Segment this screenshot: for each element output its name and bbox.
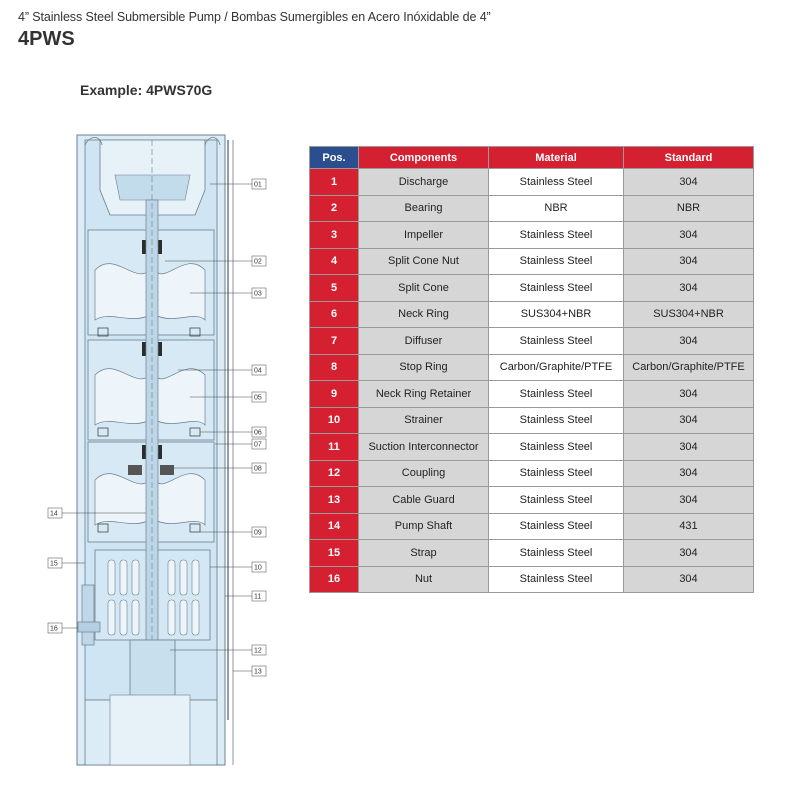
row-material: Stainless Steel bbox=[489, 407, 624, 434]
row-pos: 11 bbox=[310, 434, 359, 461]
table-row bbox=[310, 513, 754, 540]
row-component: Bearing bbox=[359, 195, 489, 222]
row-material: Stainless Steel bbox=[489, 513, 624, 540]
row-pos: 9 bbox=[310, 381, 359, 408]
header-material: Material bbox=[489, 147, 624, 169]
row-material: Stainless Steel bbox=[489, 275, 624, 302]
row-material: Stainless Steel bbox=[489, 328, 624, 355]
callout-01: 01 bbox=[254, 181, 262, 189]
row-material: NBR bbox=[489, 195, 624, 222]
row-standard: 304 bbox=[624, 328, 754, 355]
row-pos: 13 bbox=[310, 487, 359, 514]
callout-06: 06 bbox=[254, 429, 262, 437]
row-pos: 14 bbox=[310, 513, 359, 540]
row-standard: 304 bbox=[624, 487, 754, 514]
row-material: Stainless Steel bbox=[489, 566, 624, 593]
pump-body bbox=[77, 135, 233, 765]
callout-11: 11 bbox=[254, 593, 262, 601]
callout-09: 09 bbox=[254, 529, 262, 537]
row-pos: 16 bbox=[310, 566, 359, 593]
row-standard: 304 bbox=[624, 169, 754, 196]
model-title: 4PWS bbox=[18, 28, 75, 50]
table-header-row bbox=[310, 147, 754, 169]
row-component: Split Cone Nut bbox=[359, 248, 489, 275]
header-pos: Pos. bbox=[310, 147, 359, 169]
row-material: Carbon/Graphite/PTFE bbox=[489, 354, 624, 381]
row-component: Strainer bbox=[359, 407, 489, 434]
table-row bbox=[310, 487, 754, 514]
row-component: Diffuser bbox=[359, 328, 489, 355]
callout-04: 04 bbox=[254, 367, 262, 375]
header-components: Components bbox=[359, 147, 489, 169]
row-pos: 2 bbox=[310, 195, 359, 222]
row-component: Split Cone bbox=[359, 275, 489, 302]
document-subtitle: 4” Stainless Steel Submersible Pump / Bombas Sumergibles en Acero Inóxidable de 4” bbox=[18, 10, 491, 24]
row-pos: 15 bbox=[310, 540, 359, 567]
table-row bbox=[310, 434, 754, 461]
row-component: Impeller bbox=[359, 222, 489, 249]
row-component: Coupling bbox=[359, 460, 489, 487]
row-material: Stainless Steel bbox=[489, 169, 624, 196]
callout-07: 07 bbox=[254, 441, 262, 449]
row-standard: 431 bbox=[624, 513, 754, 540]
table-row bbox=[310, 540, 754, 567]
table-row bbox=[310, 328, 754, 355]
table-row bbox=[310, 407, 754, 434]
header-standard: Standard bbox=[624, 147, 754, 169]
row-component: Cable Guard bbox=[359, 487, 489, 514]
row-component: Neck Ring bbox=[359, 301, 489, 328]
callout-08: 08 bbox=[254, 465, 262, 473]
row-standard: 304 bbox=[624, 275, 754, 302]
row-pos: 5 bbox=[310, 275, 359, 302]
callout-16: 16 bbox=[50, 625, 58, 633]
row-standard: NBR bbox=[624, 195, 754, 222]
row-material: Stainless Steel bbox=[489, 381, 624, 408]
row-standard: 304 bbox=[624, 248, 754, 275]
row-component: Strap bbox=[359, 540, 489, 567]
row-material: SUS304+NBR bbox=[489, 301, 624, 328]
row-pos: 10 bbox=[310, 407, 359, 434]
callout-13: 13 bbox=[254, 668, 262, 676]
callout-03: 03 bbox=[254, 290, 262, 298]
row-pos: 12 bbox=[310, 460, 359, 487]
row-standard: 304 bbox=[624, 381, 754, 408]
row-pos: 7 bbox=[310, 328, 359, 355]
row-pos: 6 bbox=[310, 301, 359, 328]
table-row bbox=[310, 566, 754, 593]
row-pos: 3 bbox=[310, 222, 359, 249]
row-standard: 304 bbox=[624, 434, 754, 461]
row-pos: 8 bbox=[310, 354, 359, 381]
table-row bbox=[310, 275, 754, 302]
table-row bbox=[310, 169, 754, 196]
callout-02: 02 bbox=[254, 258, 262, 266]
callout-14: 14 bbox=[50, 510, 58, 518]
row-standard: SUS304+NBR bbox=[624, 301, 754, 328]
row-component: Pump Shaft bbox=[359, 513, 489, 540]
table-row bbox=[310, 381, 754, 408]
row-material: Stainless Steel bbox=[489, 460, 624, 487]
components-table bbox=[309, 146, 754, 593]
row-component: Discharge bbox=[359, 169, 489, 196]
table-row bbox=[310, 248, 754, 275]
row-standard: 304 bbox=[624, 222, 754, 249]
table-row bbox=[310, 301, 754, 328]
table-row bbox=[310, 354, 754, 381]
row-standard: Carbon/Graphite/PTFE bbox=[624, 354, 754, 381]
pump-cross-section-drawing bbox=[40, 120, 280, 770]
row-component: Suction Interconnector bbox=[359, 434, 489, 461]
row-standard: 304 bbox=[624, 566, 754, 593]
row-material: Stainless Steel bbox=[489, 487, 624, 514]
row-material: Stainless Steel bbox=[489, 222, 624, 249]
row-pos: 1 bbox=[310, 169, 359, 196]
row-pos: 4 bbox=[310, 248, 359, 275]
callout-05: 05 bbox=[254, 394, 262, 402]
row-material: Stainless Steel bbox=[489, 540, 624, 567]
row-component: Nut bbox=[359, 566, 489, 593]
row-standard: 304 bbox=[624, 460, 754, 487]
callout-15: 15 bbox=[50, 560, 58, 568]
row-material: Stainless Steel bbox=[489, 248, 624, 275]
table-row bbox=[310, 460, 754, 487]
row-component: Stop Ring bbox=[359, 354, 489, 381]
table-row bbox=[310, 222, 754, 249]
example-caption: Example: 4PWS70G bbox=[80, 82, 213, 98]
table-row bbox=[310, 195, 754, 222]
row-component: Neck Ring Retainer bbox=[359, 381, 489, 408]
callout-12: 12 bbox=[254, 647, 262, 655]
row-material: Stainless Steel bbox=[489, 434, 624, 461]
row-standard: 304 bbox=[624, 407, 754, 434]
row-standard: 304 bbox=[624, 540, 754, 567]
callout-10: 10 bbox=[254, 564, 262, 572]
